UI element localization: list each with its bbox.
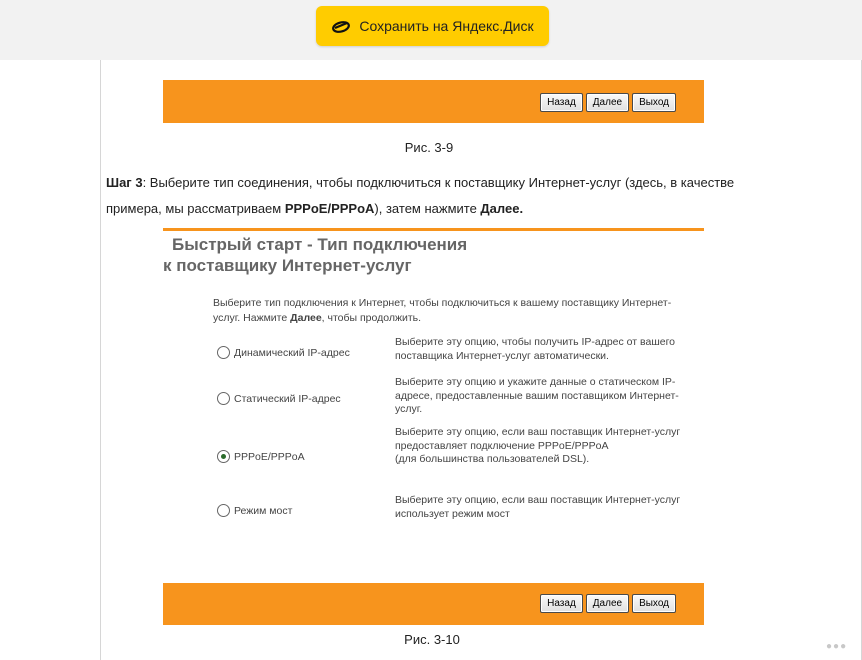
router-button-bar bbox=[163, 80, 704, 123]
intro-bold: Далее bbox=[290, 312, 322, 324]
back-button[interactable]: Назад bbox=[540, 594, 583, 613]
option-label: Динамический IP-адрес bbox=[234, 346, 350, 359]
step-text: : Выберите тип соединения, чтобы подключиться к поставщику Интернет-услуг (здесь, в качестве примера, мы рассматриваем bbox=[106, 175, 735, 216]
step-label: Шаг 3 bbox=[106, 175, 143, 190]
figure-caption: Рис. 3-9 bbox=[404, 140, 454, 155]
more-dots-icon: ●●● bbox=[826, 641, 848, 652]
option-description-text: (для большинства пользователей DSL). bbox=[395, 453, 590, 465]
router-title bbox=[163, 234, 467, 276]
step-text: ), затем нажмите bbox=[374, 201, 481, 216]
option-label: PPPoE/PPPoA bbox=[234, 450, 305, 463]
intro-text: , чтобы продолжить. bbox=[321, 312, 422, 324]
exit-button[interactable]: Выход bbox=[632, 594, 676, 613]
step-protocol: PPPoE/PPPoA bbox=[284, 201, 375, 216]
option-label: Статический IP-адрес bbox=[234, 392, 341, 405]
option-dynamic-ip[interactable] bbox=[217, 346, 350, 359]
router-button-bar bbox=[163, 583, 704, 625]
save-to-yandex-disk-button[interactable] bbox=[316, 6, 549, 46]
option-description: Выберите эту опцию, чтобы получить IP-адрес от вашего поставщика Интернет-услуг автоматически. bbox=[395, 336, 676, 362]
option-label: Режим мост bbox=[234, 504, 293, 517]
option-description: Выберите эту опцию, если ваш поставщик Интернет-услуг использует режим мост bbox=[395, 494, 681, 520]
yandex-disk-icon bbox=[331, 19, 351, 33]
router-quick-start-panel bbox=[163, 228, 704, 583]
next-button[interactable]: Далее bbox=[586, 594, 629, 613]
option-description-text: Выберите эту опцию, если ваш поставщик Интернет-услуг предоставляет подключение PPPoE/PPPoA bbox=[395, 426, 681, 452]
save-button-label: Сохранить на Яндекс.Диск bbox=[359, 18, 534, 34]
option-static-ip[interactable] bbox=[217, 392, 341, 405]
router-title-line: Быстрый старт - Тип подключения bbox=[172, 235, 468, 254]
option-pppoe[interactable] bbox=[217, 450, 305, 463]
option-description bbox=[395, 426, 705, 467]
radio-button-selected[interactable] bbox=[217, 450, 230, 463]
option-bridge[interactable] bbox=[217, 504, 292, 517]
option-description: Выберите эту опцию и укажите данные о статическом IP-адресе, предоставленные вашим поставщиком Интернет-услуг. bbox=[395, 376, 679, 415]
figure-caption: Рис. 3-10 bbox=[404, 632, 460, 647]
exit-button[interactable]: Выход bbox=[632, 93, 676, 112]
radio-button[interactable] bbox=[217, 504, 230, 517]
top-bar bbox=[0, 0, 862, 60]
next-button[interactable]: Далее bbox=[586, 93, 629, 112]
back-button[interactable]: Назад bbox=[540, 93, 583, 112]
radio-button[interactable] bbox=[217, 392, 230, 405]
divider bbox=[163, 228, 704, 231]
router-title-line: к поставщику Интернет-услуг bbox=[163, 256, 412, 275]
router-intro bbox=[213, 296, 693, 326]
radio-button[interactable] bbox=[217, 346, 230, 359]
step-next: Далее. bbox=[480, 201, 524, 216]
step-instruction bbox=[106, 170, 776, 222]
intro-text: Выберите тип подключения к Интернет, чтобы подключиться к вашему поставщику Интернет-услуг. Нажмите bbox=[213, 297, 672, 324]
